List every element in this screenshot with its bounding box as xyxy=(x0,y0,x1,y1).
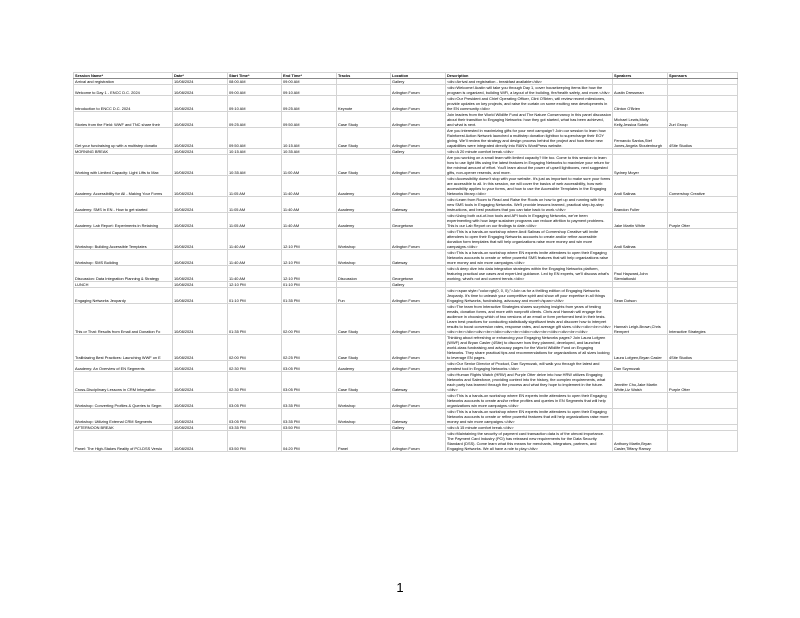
cell-date: 10/08/2024 xyxy=(173,85,228,96)
cell-end-time: 03:05 PM xyxy=(282,372,337,393)
cell-session-name: Trailblazing Best Practices: Launching WWF on E xyxy=(74,335,173,361)
cell-speakers: Michael Lewis,Molly Kelly,Jessica Sotelo xyxy=(613,112,668,128)
cell-date: 10/08/2024 xyxy=(173,229,228,250)
sessions-table-body xyxy=(74,79,738,452)
cell-start-time: 11:05 AM xyxy=(228,176,282,197)
cell-start-time: 09:25 AM xyxy=(228,112,282,128)
cell-tracks: Case Study xyxy=(337,112,391,128)
cell-start-time: 09:00 AM xyxy=(228,85,282,96)
cell-sponsors xyxy=(668,361,738,372)
cell-date: 10/08/2024 xyxy=(173,288,228,304)
cell-end-time: 11:00 AM xyxy=(282,155,337,176)
cell-speakers: Dan Szymczak xyxy=(613,361,668,372)
cell-speakers xyxy=(613,409,668,425)
cell-sponsors: 4Site Studios xyxy=(668,335,738,361)
cell-speakers: Clinton O'Brien xyxy=(613,96,668,112)
cell-description: <div>Arrival and registration - breakfast available</div> xyxy=(446,79,613,85)
cell-location: Arlington Forum xyxy=(391,96,446,112)
cell-sponsors xyxy=(668,229,738,250)
cell-description: <div>Accessibility doesn't stop with your website. It's just as important to make sure your forms are accessible to all. In this session, we will cover the basics of web accessibility, how web accessibility applies to your forms, and how to use the Accessible Templates in the Engaging Networks library.</div> xyxy=(446,176,613,197)
cell-session-name: Working with Limited Capacity: Light Lifts to Max xyxy=(74,155,173,176)
table-row xyxy=(74,85,738,96)
cell-description: <div>This is a hands-on workshop where Andi Salinas of Cornershop Creative will invite attendees to open their Engaging Networks accounts to create and/or refine accessible donation form templates that will help organizations raise more money and win more campaigns.</div> xyxy=(446,229,613,250)
cell-tracks: Workshop xyxy=(337,229,391,250)
cell-tracks xyxy=(337,85,391,96)
cell-session-name: Stories from the Field: WWF and TNC share their xyxy=(74,112,173,128)
cell-tracks: Academy xyxy=(337,176,391,197)
cell-location: Gateway xyxy=(391,250,446,266)
cell-description: Join leaders from the World Wildlife Fund and The Nature Conservancy in this panel discussion about their transition to Engaging Networks: how they got started, what has been achieved, and what is next. xyxy=(447,112,611,127)
cell-session-name: Cross-Disciplinary Lessons in CRM Integration xyxy=(74,372,173,393)
table-row xyxy=(74,304,738,335)
cell-date: 10/08/2024 xyxy=(173,335,228,361)
cell-sponsors xyxy=(668,155,738,176)
cell-tracks: Workshop xyxy=(337,250,391,266)
cell-location: Georgetown xyxy=(391,266,446,282)
table-row xyxy=(74,213,738,229)
table-row xyxy=(74,112,738,128)
table-row xyxy=(74,266,738,282)
cell-description: Are you interested in maximizing gifts for your next campaign? Join our session to learn how Rainforest Action Network launched a multistep donation lightbox to supercharge their EOY giving. We'll review the strategy and design process behind the project and how these new capabilities were integrated directly into RAN's WordPress website. xyxy=(446,128,613,149)
cell-end-time: 04:20 PM xyxy=(282,431,337,452)
cell-sponsors xyxy=(668,393,738,409)
cell-description: <div>Using both out-of-box tools and API tools in Engaging Networks, we've been experimenting with how large sustainer programs can reduce attrition to payment problems. This is our Lab Report on our findings to date.</div> xyxy=(446,213,613,229)
cell-speakers: Sydney Moyer xyxy=(613,155,668,176)
cell-location: Arlington Forum xyxy=(391,335,446,361)
column-header-description: Description xyxy=(446,73,613,79)
cell-speakers: Jennifer Cho,Jake Martin White,Liz Walsh xyxy=(613,372,668,393)
cell-description: <div>Learn from Room to Read and Raise the Roots on how to get up and running with the new SMS tools in Engaging Networks. We'll provide lessons learned, practical step-by-step instructions, and best practices that you can take back to work.</div> xyxy=(446,197,613,213)
cell-location: Gateway xyxy=(391,197,446,213)
cell-sponsors: 4Site Studios xyxy=(668,128,738,149)
cell-start-time: 02:30 PM xyxy=(228,361,282,372)
cell-date: 10/08/2024 xyxy=(173,425,228,431)
cell-session-name: Workshop: Building Accessible Templates xyxy=(74,229,173,250)
cell-start-time: 12:10 PM xyxy=(228,282,282,288)
cell-sponsors: Zuri Group xyxy=(668,112,738,128)
cell-location: Arlington Forum xyxy=(391,176,446,197)
cell-end-time: 01:10 PM xyxy=(282,282,337,288)
cell-session-name: Academy: SMS in EN - How to get started xyxy=(74,197,173,213)
cell-speakers: Paul Hayward,John Siemiatkoski xyxy=(613,266,668,282)
cell-date: 10/08/2024 xyxy=(173,112,228,128)
cell-location: Gateway xyxy=(391,372,446,393)
cell-start-time: 02:00 PM xyxy=(228,335,282,361)
cell-session-name: Workshop: SMS Building xyxy=(74,250,173,266)
cell-session-name: Academy: Lab Report: Experiments in Retaining xyxy=(74,213,173,229)
cell-date: 10/08/2024 xyxy=(173,282,228,288)
cell-end-time: 12:10 PM xyxy=(282,250,337,266)
cell-date: 10/08/2024 xyxy=(173,213,228,229)
cell-location: Arlington Forum xyxy=(391,85,446,96)
column-header-sponsors: Sponsors xyxy=(668,73,738,79)
table-row xyxy=(74,96,738,112)
cell-sponsors xyxy=(668,96,738,112)
cell-sponsors xyxy=(668,266,738,282)
cell-speakers: Sean Dotson xyxy=(613,288,668,304)
cell-end-time: 03:35 PM xyxy=(282,393,337,409)
cell-tracks: Academy xyxy=(337,197,391,213)
cell-session-name: Workshop: Utilizing External CRM Segments xyxy=(74,409,173,425)
cell-start-time: 03:50 PM xyxy=(228,431,282,452)
cell-speakers xyxy=(613,250,668,266)
table-row xyxy=(74,197,738,213)
cell-start-time: 02:30 PM xyxy=(228,372,282,393)
cell-end-time: 10:35 AM xyxy=(282,149,337,155)
cell-session-name: Introduction to ENCC D.C. 2024 xyxy=(74,96,173,112)
cell-tracks: Case Study xyxy=(337,304,391,335)
cell-end-time: 03:35 PM xyxy=(282,409,337,425)
cell-session-name: AFTERNOON BREAK xyxy=(74,425,173,431)
cell-description: <div>Human Rights Watch (HRW) and Purple Otter delve into how HRW utilizes Engaging Networks and Salesforce, providing context into the history, the complex requirements, what each party has learned through the process and what they hope to implement in the future.</div> xyxy=(446,372,613,393)
cell-description: Are you working on a small team with limited capacity? Me too. Come to this session to learn how to use light lifts using the latest features in Engaging Networks to maximize your return for the minimal amount of effort. You'll learn about the power of upsell lightboxes, next suggested gifts, non-opener resends, and more. xyxy=(446,155,613,176)
column-header-tracks: Tracks xyxy=(337,73,391,79)
cell-description: <div>Our Senior Director of Product, Dan Szymczak, will walk you through the latest and greatest tool in Engaging Networks.</div> xyxy=(446,361,613,372)
cell-location: Arlington Forum xyxy=(391,361,446,372)
table-row xyxy=(74,372,738,393)
cell-sponsors: Purple Otter xyxy=(668,372,738,393)
cell-tracks: Fun xyxy=(337,288,391,304)
cell-description: <div>Welcome! Austin will take you through Day 1, cover housekeeping items like how the program is organized, building WiFi, a layout of the building, fire/health safety, and more.</div> xyxy=(446,85,613,96)
cell-location: Arlington Forum xyxy=(391,155,446,176)
cell-start-time: 10:35 AM xyxy=(228,155,282,176)
cell-tracks: Academy xyxy=(337,213,391,229)
cell-start-time: 11:40 AM xyxy=(228,229,282,250)
cell-description: <div><span style="color:rgb(0, 0, 0);">Join us for a thrilling edition of Engaging Networks Jeopardy. It's time to unleash your competitive spirit and show off your expertise in all things Engaging Networks, fundraising, advocacy and more!</span></div> xyxy=(446,288,613,304)
cell-sponsors xyxy=(668,409,738,425)
cell-speakers: Andi Salinas xyxy=(613,176,668,197)
cell-session-name: Welcome to Day 1 - ENCC D.C. 2024 xyxy=(74,85,173,96)
cell-date: 10/08/2024 xyxy=(173,197,228,213)
cell-description: <div>A deep dive into data integration strategies within the Engaging Networks platform, featuring practical use cases and expert-led guidance. Led by EN experts, we'll discuss what's working, what's not and current trends.</div> xyxy=(446,266,613,282)
cell-location: Arlington Forum xyxy=(391,304,446,335)
cell-sponsors xyxy=(668,85,738,96)
cell-session-name: Engaging Networks Jeopardy xyxy=(74,288,173,304)
cell-session-name: Arrival and registration xyxy=(74,79,173,85)
column-header-date: Date* xyxy=(173,73,228,79)
table-row xyxy=(74,155,738,176)
table-row xyxy=(74,229,738,250)
table-row xyxy=(74,288,738,304)
cell-speakers: Brandon Fuller xyxy=(613,197,668,213)
table-row xyxy=(74,128,738,149)
cell-location: Arlington Forum xyxy=(391,288,446,304)
cell-date: 10/08/2024 xyxy=(173,149,228,155)
column-header-speakers: Speakers xyxy=(613,73,668,79)
cell-location: Gallery xyxy=(391,425,446,431)
cell-date: 10/08/2024 xyxy=(173,266,228,282)
cell-description: <div>A 15 minute comfort break.</div> xyxy=(446,425,613,431)
cell-speakers xyxy=(613,393,668,409)
cell-date: 10/08/2024 xyxy=(173,304,228,335)
cell-location: Arlington Forum xyxy=(391,393,446,409)
cell-session-name: Academy: An Overview of EN Segments xyxy=(74,361,173,372)
cell-session-name: Discussion: Data Integration Planning & Strategy xyxy=(74,266,173,282)
table-row xyxy=(74,176,738,197)
cell-speakers: Laura Lofgren,Bryan Casler xyxy=(613,335,668,361)
column-header-end-time: End Time* xyxy=(282,73,337,79)
cell-location: Gateway xyxy=(391,409,446,425)
cell-start-time: 09:10 AM xyxy=(228,96,282,112)
cell-speakers: Fernando Santos,Stef Jones,Angela Stoutenburgh xyxy=(613,128,668,149)
column-header-session-name: Session Name* xyxy=(74,73,173,79)
cell-end-time: 02:00 PM xyxy=(282,304,337,335)
sessions-spreadsheet xyxy=(73,72,738,452)
cell-date: 10/08/2024 xyxy=(173,372,228,393)
cell-start-time: 01:10 PM xyxy=(228,288,282,304)
cell-session-name: Get your fundraising up with a multistep donatio xyxy=(74,128,173,149)
cell-session-name: Panel: The High-Stakes Reality of PCI-DSS Versio xyxy=(74,431,173,452)
cell-sponsors: Interactive Strategies xyxy=(668,304,738,335)
cell-date: 10/08/2024 xyxy=(173,155,228,176)
cell-date: 10/08/2024 xyxy=(173,409,228,425)
table-row xyxy=(74,431,738,452)
cell-speakers: Austin Dressman xyxy=(613,85,668,96)
cell-location: Arlington Forum xyxy=(391,431,446,452)
cell-date: 10/08/2024 xyxy=(173,128,228,149)
cell-tracks: Case Study xyxy=(337,372,391,393)
cell-end-time: 12:10 PM xyxy=(282,266,337,282)
cell-tracks: Case Study xyxy=(337,128,391,149)
cell-end-time: 11:40 AM xyxy=(282,176,337,197)
cell-tracks: Discussion xyxy=(337,266,391,282)
cell-location: Arlington Forum xyxy=(391,128,446,149)
cell-end-time: 02:25 PM xyxy=(282,335,337,361)
page-number: 1 xyxy=(396,580,404,595)
cell-description: <div>A 20 minute comfort break.</div> xyxy=(446,149,613,155)
cell-tracks: Case Study xyxy=(337,155,391,176)
table-row xyxy=(74,361,738,372)
cell-end-time: 12:10 PM xyxy=(282,229,337,250)
cell-start-time: 11:05 AM xyxy=(228,197,282,213)
cell-end-time: 09:10 AM xyxy=(282,85,337,96)
cell-end-time: 11:40 AM xyxy=(282,213,337,229)
cell-sponsors xyxy=(668,250,738,266)
cell-end-time: 09:50 AM xyxy=(282,112,337,128)
cell-description: <div>Our President and Chief Operating Officer, Clint O'Brien, will review recent milestones, provide updates on key projects, and raise the curtain on some exciting new developments in the EN community.</div> xyxy=(446,96,613,112)
cell-description: <div>The team from Interactive Strategies shares surprising insights from years of testing emails, donation forms, and more with nonprofit clients. Chris and Hannah will engage the audience in choosing which of two versions of an email or form performed best in their tests. Learn best practices for conducting statistically significant tests and discover how to interpret results to boost conversion rates, response rates, and average gift sizes.</div><div><br></div><div><br></div><div><br></div><div><br></div><div><br></div><div><br></div> xyxy=(447,304,611,334)
cell-start-time: 03:35 PM xyxy=(228,425,282,431)
cell-start-time: 11:40 AM xyxy=(228,266,282,282)
cell-session-name: This or That: Results from Email and Donation Fo xyxy=(74,304,173,335)
cell-sponsors: Cornershop Creative xyxy=(668,176,738,197)
cell-session-name: Academy: Accessibility for All - Making Your Forms xyxy=(74,176,173,197)
cell-description: <div>This is a hands-on workshop where EN experts invite attendees to open their Engaging Networks accounts to create and/or refine profiles and queries in EN Segments that will help organizations win more campaigns.</div> xyxy=(446,393,613,409)
cell-description: <div>This is a hands-on workshop where EN experts invite attendees to open their Engaging Networks accounts to create or refine powerful features that will help organizations raise more money and win more campaigns.</div> xyxy=(446,409,613,425)
cell-date: 10/08/2024 xyxy=(173,96,228,112)
cell-speakers: Andi Salinas xyxy=(613,229,668,250)
table-row xyxy=(74,409,738,425)
cell-tracks: Keynote xyxy=(337,96,391,112)
cell-date: 10/08/2024 xyxy=(173,176,228,197)
cell-location: Arlington Forum xyxy=(391,112,446,128)
cell-start-time: 11:05 AM xyxy=(228,213,282,229)
cell-date: 10/08/2024 xyxy=(173,431,228,452)
cell-end-time: 03:50 PM xyxy=(282,425,337,431)
cell-description: Thinking about refreshing or enhancing your Engaging Networks pages? Join Laura Lofgren (WWF) and Bryan Casler (4Site) to discover how they planned, developed, and launched world-class fundraising and advocacy pages for the World Wildlife Fund on Engaging Networks. They share practical tips and recommendations for organizations of all sizes looking to leverage EN pages. xyxy=(446,335,613,361)
cell-location: Gallery xyxy=(391,149,446,155)
cell-end-time: 09:25 AM xyxy=(282,96,337,112)
cell-tracks: Case Study xyxy=(337,335,391,361)
cell-speakers: Hannah Leigh-Brown,Chris Rempert xyxy=(613,304,668,335)
cell-start-time: 03:05 PM xyxy=(228,393,282,409)
table-row xyxy=(74,250,738,266)
cell-end-time: 11:40 AM xyxy=(282,197,337,213)
cell-location: Georgetown xyxy=(391,213,446,229)
cell-location: Arlington Forum xyxy=(391,229,446,250)
cell-date: 10/08/2024 xyxy=(173,361,228,372)
cell-tracks: Workshop xyxy=(337,393,391,409)
cell-end-time: 09:00 AM xyxy=(282,79,337,85)
cell-end-time: 10:15 AM xyxy=(282,128,337,149)
cell-start-time: 10:15 AM xyxy=(228,149,282,155)
cell-sponsors xyxy=(668,197,738,213)
cell-tracks: Academy xyxy=(337,361,391,372)
cell-date: 10/08/2024 xyxy=(173,250,228,266)
cell-session-name: LUNCH xyxy=(74,282,173,288)
cell-start-time: 03:05 PM xyxy=(228,409,282,425)
cell-date: 10/08/2024 xyxy=(173,79,228,85)
cell-tracks: Panel xyxy=(337,431,391,452)
cell-location: Gallery xyxy=(391,282,446,288)
cell-end-time: 01:35 PM xyxy=(282,288,337,304)
cell-start-time: 01:35 PM xyxy=(228,304,282,335)
cell-session-name: MORNING BREAK xyxy=(74,149,173,155)
cell-session-name: Workshop: Converting Profiles & Queries to Segm xyxy=(74,393,173,409)
cell-speakers: Anthony Martin,Bryan Casler,Tiffany Ramzy xyxy=(613,431,668,452)
table-row xyxy=(74,335,738,361)
cell-sponsors: Purple Otter xyxy=(668,213,738,229)
cell-start-time: 09:50 AM xyxy=(228,128,282,149)
cell-tracks: Workshop xyxy=(337,409,391,425)
cell-sponsors xyxy=(668,431,738,452)
cell-date: 10/08/2024 xyxy=(173,393,228,409)
cell-location: Gallery xyxy=(391,79,446,85)
cell-end-time: 03:05 PM xyxy=(282,361,337,372)
cell-description: <div>This is a hands-on workshop where EN experts invite attendees to open their Engaging Networks accounts to create or refine powerful SMS features that will help organizations raise more money and win more campaigns.</div> xyxy=(446,250,613,266)
cell-start-time: 08:00 AM xyxy=(228,79,282,85)
cell-speakers: Jake Martin White xyxy=(613,213,668,229)
table-row xyxy=(74,393,738,409)
cell-sponsors xyxy=(668,288,738,304)
cell-description: <div>Maintaining the security of payment card transaction data is of the utmost importance. The Payment Card Industry (PCI) has released new requirements for the Data Security Standard (DSS). Come learn what this means for merchants, integrators, partners, and Engaging Networks. We all have a role to play.</div> xyxy=(446,431,613,452)
cell-start-time: 11:40 AM xyxy=(228,250,282,266)
column-header-start-time: Start Time* xyxy=(228,73,282,79)
column-header-location: Location xyxy=(391,73,446,79)
